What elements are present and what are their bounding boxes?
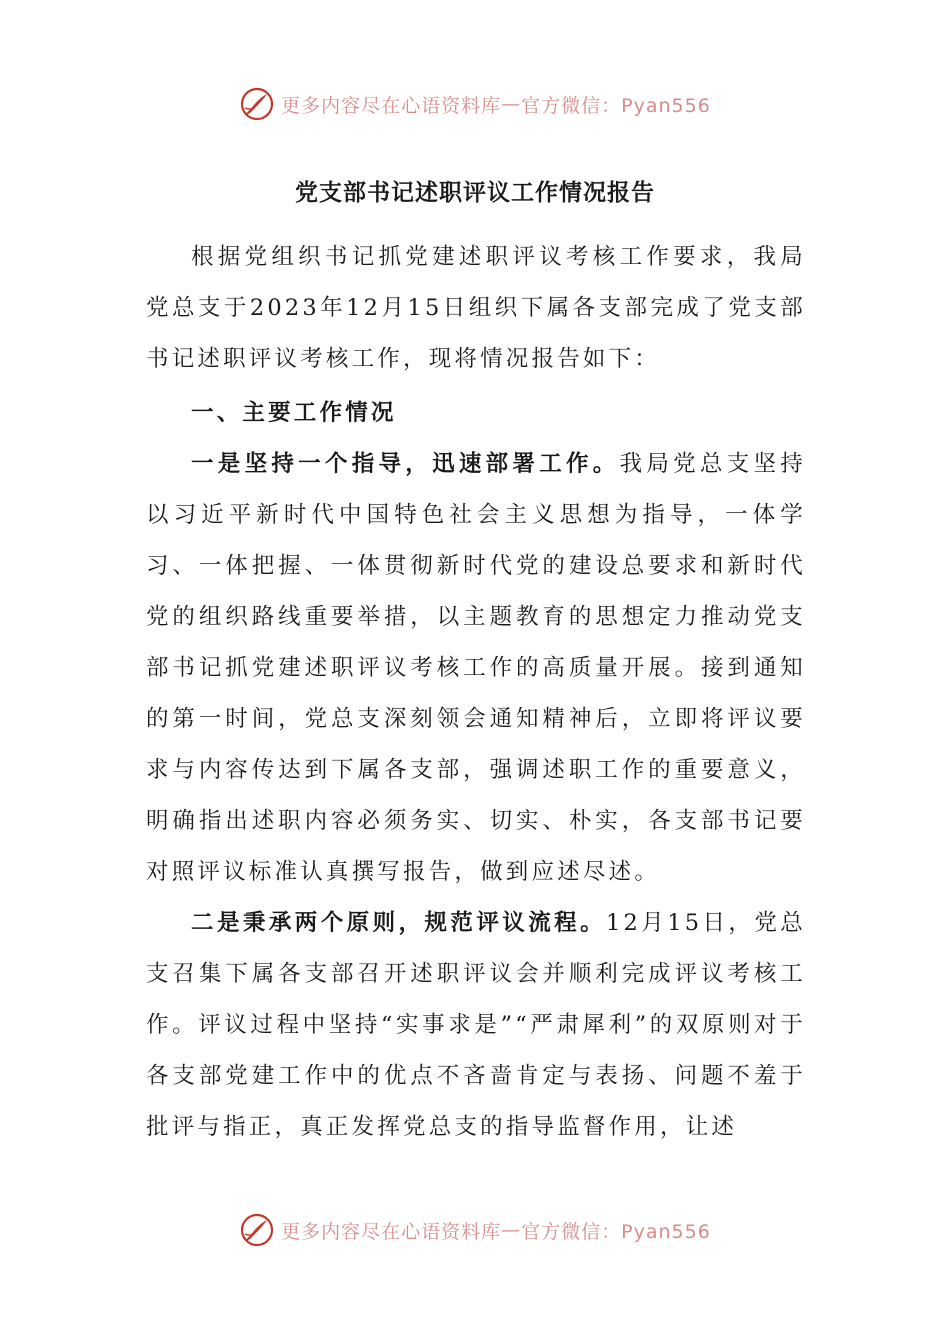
quill-pen-logo-icon [239, 1212, 275, 1248]
document-body [146, 232, 806, 1153]
quill-pen-logo-icon [239, 86, 275, 122]
intro-paragraph: 根据党组织书记抓党建述职评议考核工作要求，我局党总支于2023年12月15日组织下属各支部完成了党支部书记述职评议考核工作，现将情况报告如下： [146, 244, 806, 372]
watermark-wechat: 官方微信：Pyan556 [521, 94, 711, 117]
watermark-separator: — [501, 93, 522, 115]
point-1-lead: 一是坚持一个指导，迅速部署工作。 [191, 451, 620, 477]
point-2-lead: 二是秉承两个原则，规范评议流程。 [191, 910, 607, 936]
watermark-wechat: 官方微信：Pyan556 [521, 1220, 711, 1243]
watermark-separator: — [501, 1219, 522, 1241]
watermark-text: 更多内容尽在心语资料库 [281, 1220, 502, 1243]
point-paragraph-1 [146, 439, 806, 898]
footer-watermark [0, 1210, 950, 1250]
watermark-text: 更多内容尽在心语资料库 [281, 94, 502, 117]
point-paragraph-2 [146, 898, 806, 1153]
point-1-body: 我局党总支坚持以习近平新时代中国特色社会主义思想为指导，一体学习、一体把握、一体贯彻新时代党的建设总要求和新时代党的组织路线重要举措，以主题教育的思想定力推动党支部书记抓党建述职评议考核工作的高质量开展。接到通知的第一时间，党总支深刻领会通知精神后，立即将评议要求与内容传达到下属各支部，强调述职工作的重要意义，明确指出述职内容必须务实、切实、朴实，各支部书记要对照评议标准认真撰写报告，做到应述尽述。 [146, 451, 806, 885]
header-watermark [0, 84, 950, 124]
document-title: 党支部书记述职评议工作情况报告 [295, 179, 655, 206]
section-heading: 一、主要工作情况 [191, 400, 397, 426]
point-2-body: 12月15日，党总支召集下属各支部召开述职评议会并顺利完成评议考核工作。评议过程中坚持“实事求是”“严肃犀利”的双原则对于各支部党建工作中的优点不吝啬肯定与表扬、问题不羞于批评与指正，真正发挥党总支的指导监督作用，让述 [146, 910, 807, 1140]
